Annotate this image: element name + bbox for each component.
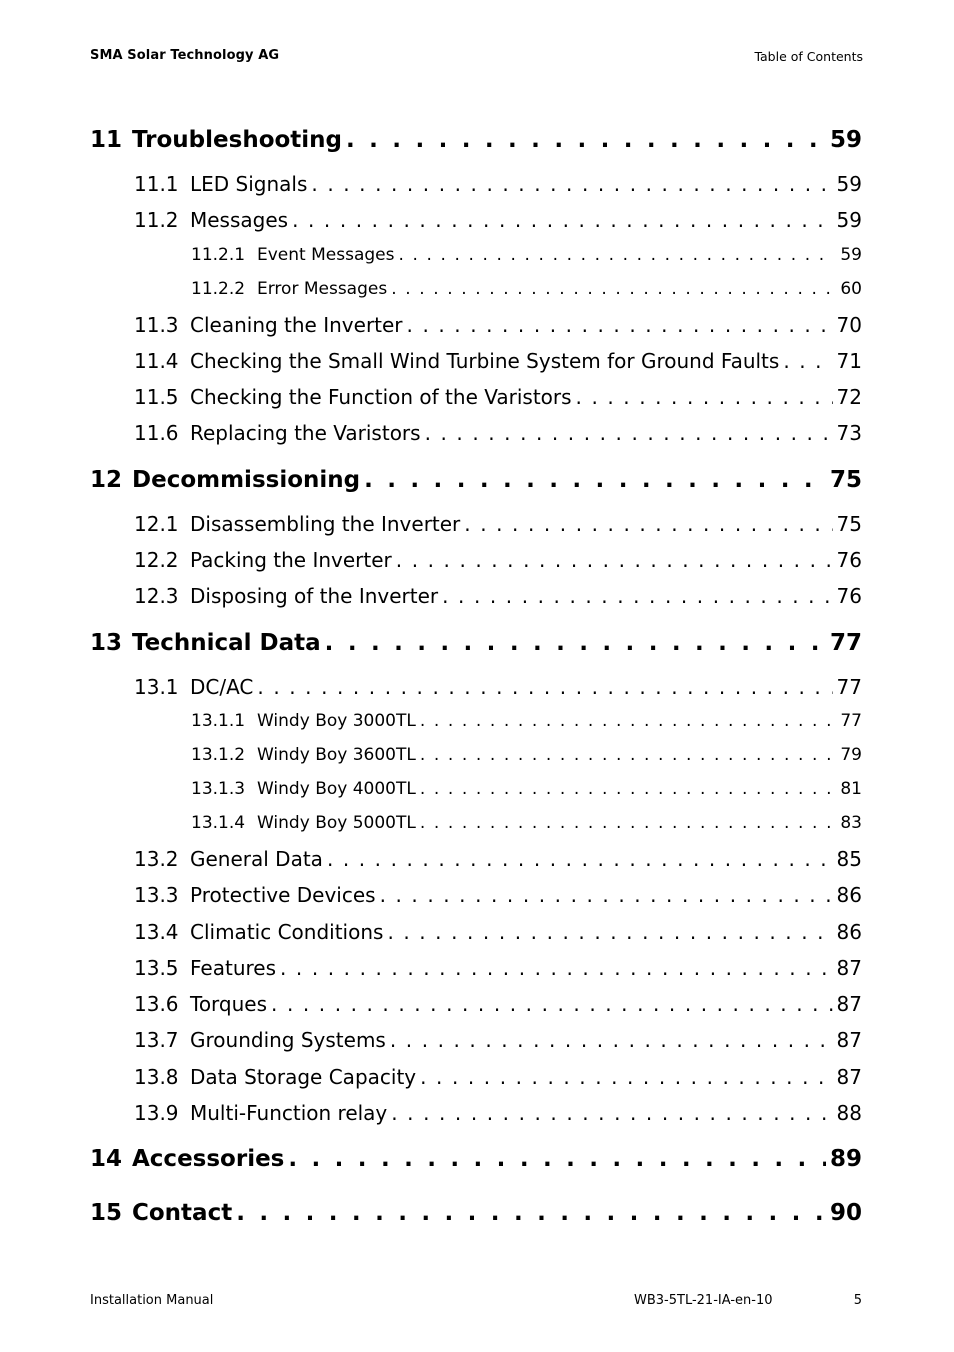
toc-entry-number: 11.2.2 bbox=[191, 278, 246, 299]
toc-dot-leader bbox=[364, 460, 826, 500]
toc-entry-title: Troubleshooting bbox=[132, 127, 343, 153]
toc-entry-page: 73 bbox=[836, 421, 862, 446]
toc-entry-number: 11.6 bbox=[134, 421, 179, 446]
toc-dot-leader bbox=[346, 120, 826, 160]
toc-entry-level-1[interactable] bbox=[90, 460, 862, 506]
toc-entry-number: 13.5 bbox=[134, 955, 179, 980]
toc-entry-title: Checking the Small Wind Turbine System for Ground Faults bbox=[190, 348, 780, 373]
footer-document-type: Installation Manual bbox=[90, 1293, 214, 1308]
toc-entry-title: Disassembling the Inverter bbox=[190, 511, 461, 536]
table-of-contents bbox=[90, 120, 862, 1239]
toc-entry-page: 77 bbox=[829, 629, 862, 656]
toc-dot-leader bbox=[398, 239, 830, 271]
toc-dot-leader bbox=[280, 950, 833, 986]
toc-dot-leader bbox=[783, 343, 832, 379]
toc-entry-page: 90 bbox=[829, 1200, 862, 1227]
toc-entry-level-1[interactable] bbox=[90, 120, 862, 166]
toc-entry-page: 71 bbox=[836, 348, 862, 373]
toc-entry-number: 13.9 bbox=[134, 1101, 179, 1126]
toc-entry-level-2[interactable] bbox=[90, 506, 862, 542]
toc-entry-title: Accessories bbox=[132, 1146, 285, 1173]
toc-entry-title: Checking the Function of the Varistors bbox=[190, 385, 572, 410]
toc-dot-leader bbox=[391, 1095, 832, 1131]
toc-entry-title: Contact bbox=[132, 1200, 233, 1227]
toc-entry-number: 13.7 bbox=[134, 1028, 179, 1053]
toc-entry-title: DC/AC bbox=[190, 674, 254, 699]
toc-entry-page: 70 bbox=[836, 312, 862, 337]
toc-entry-level-3[interactable] bbox=[90, 739, 862, 773]
toc-dot-leader bbox=[420, 1059, 832, 1095]
toc-entry-title: Torques bbox=[190, 992, 268, 1017]
toc-entry-level-2[interactable] bbox=[90, 578, 862, 614]
toc-entry-page: 81 bbox=[840, 778, 862, 799]
toc-entry-page: 87 bbox=[836, 992, 862, 1017]
toc-entry-title: Multi-Function relay bbox=[190, 1101, 388, 1126]
toc-entry-title: Replacing the Varistors bbox=[190, 421, 421, 446]
toc-dot-leader bbox=[391, 273, 830, 305]
toc-entry-number: 11.3 bbox=[134, 312, 179, 337]
toc-dot-leader bbox=[442, 578, 832, 614]
toc-entry-number: 13.1 bbox=[134, 674, 179, 699]
toc-entry-title: Windy Boy 5000TL bbox=[257, 812, 416, 833]
toc-entry-title: Protective Devices bbox=[190, 883, 376, 908]
toc-entry-title: Event Messages bbox=[257, 244, 395, 265]
toc-entry-title: Grounding Systems bbox=[190, 1028, 386, 1053]
toc-entry-level-2[interactable] bbox=[90, 1022, 862, 1058]
toc-dot-leader bbox=[387, 914, 832, 950]
toc-entry-title: LED Signals bbox=[190, 172, 308, 196]
toc-entry-title: Windy Boy 3600TL bbox=[257, 744, 416, 765]
toc-entry-page: 83 bbox=[840, 812, 862, 833]
toc-entry-level-1[interactable] bbox=[90, 1139, 862, 1185]
toc-entry-number: 13.2 bbox=[134, 846, 179, 871]
toc-entry-level-2[interactable] bbox=[90, 1059, 862, 1095]
toc-entry-page: 87 bbox=[836, 955, 862, 980]
toc-entry-number: 11.5 bbox=[134, 385, 179, 410]
toc-entry-page: 77 bbox=[840, 710, 862, 731]
toc-entry-page: 59 bbox=[840, 244, 862, 265]
footer-document-code: WB3-5TL-21-IA-en-10 bbox=[634, 1293, 773, 1308]
toc-entry-level-2[interactable] bbox=[90, 669, 862, 705]
toc-dot-leader bbox=[257, 669, 832, 705]
toc-dot-leader bbox=[396, 542, 833, 578]
toc-entry-title: Cleaning the Inverter bbox=[190, 312, 403, 337]
toc-dot-leader bbox=[425, 415, 833, 451]
toc-entry-level-3[interactable] bbox=[90, 807, 862, 841]
toc-entry-level-3[interactable] bbox=[90, 239, 862, 273]
toc-entry-number: 11.2 bbox=[134, 208, 179, 233]
toc-entry-number: 11.1 bbox=[134, 172, 179, 196]
toc-entry-page: 72 bbox=[836, 385, 862, 410]
toc-entry-title: Features bbox=[190, 955, 276, 980]
toc-dot-leader bbox=[292, 202, 832, 238]
toc-dot-leader bbox=[420, 807, 831, 839]
toc-entry-number: 11.4 bbox=[134, 348, 179, 373]
toc-entry-level-2[interactable] bbox=[90, 166, 862, 202]
toc-entry-number: 11 bbox=[90, 127, 123, 153]
toc-entry-number: 15 bbox=[90, 1200, 123, 1227]
toc-entry-page: 89 bbox=[829, 1146, 862, 1173]
toc-entry-number: 11.2.1 bbox=[191, 244, 246, 265]
toc-dot-leader bbox=[420, 773, 831, 805]
toc-entry-number: 13.3 bbox=[134, 883, 179, 908]
toc-entry-number: 13.1.4 bbox=[191, 812, 246, 833]
toc-entry-page: 77 bbox=[836, 674, 862, 699]
toc-entry-level-2[interactable] bbox=[90, 986, 862, 1022]
toc-entry-title: General Data bbox=[190, 846, 323, 871]
toc-entry-page: 60 bbox=[840, 278, 862, 299]
toc-entry-number: 13.1.2 bbox=[191, 744, 246, 765]
toc-entry-level-2[interactable] bbox=[90, 379, 862, 415]
toc-entry-number: 12.1 bbox=[134, 511, 179, 536]
toc-entry-number: 12 bbox=[90, 466, 123, 493]
toc-entry-level-2[interactable] bbox=[90, 542, 862, 578]
toc-dot-leader bbox=[288, 1139, 826, 1179]
toc-entry-level-2[interactable] bbox=[90, 950, 862, 986]
toc-entry-title: Decommissioning bbox=[132, 466, 361, 493]
toc-entry-level-2[interactable] bbox=[90, 1095, 862, 1131]
toc-dot-leader bbox=[325, 623, 826, 663]
toc-entry-title: Data Storage Capacity bbox=[190, 1064, 417, 1089]
toc-entry-title: Messages bbox=[190, 208, 289, 233]
toc-dot-leader bbox=[271, 986, 833, 1022]
toc-dot-leader bbox=[420, 739, 831, 771]
toc-entry-page: 88 bbox=[836, 1101, 862, 1126]
toc-entry-page: 59 bbox=[836, 208, 862, 233]
toc-entry-level-3[interactable] bbox=[90, 273, 862, 307]
toc-entry-level-2[interactable] bbox=[90, 202, 862, 238]
toc-entry-level-1[interactable] bbox=[90, 1193, 862, 1239]
toc-entry-level-2[interactable] bbox=[90, 343, 862, 379]
toc-entry-page: 75 bbox=[836, 511, 862, 536]
toc-entry-level-2[interactable] bbox=[90, 914, 862, 950]
header-section-title: Table of Contents bbox=[754, 49, 863, 64]
toc-entry-title: Windy Boy 3000TL bbox=[257, 710, 416, 731]
toc-entry-number: 12.2 bbox=[134, 548, 179, 573]
toc-entry-level-2[interactable] bbox=[90, 841, 862, 877]
toc-entry-level-2[interactable] bbox=[90, 307, 862, 343]
toc-dot-leader bbox=[380, 877, 833, 913]
toc-entry-number: 13.4 bbox=[134, 919, 179, 944]
toc-entry-page: 76 bbox=[836, 548, 862, 573]
toc-dot-leader bbox=[407, 307, 833, 343]
toc-entry-number: 13.6 bbox=[134, 992, 179, 1017]
toc-entry-number: 13.8 bbox=[134, 1064, 179, 1089]
toc-entry-title: Windy Boy 4000TL bbox=[257, 778, 416, 799]
toc-entry-level-2[interactable] bbox=[90, 877, 862, 913]
footer-page-number: 5 bbox=[853, 1293, 862, 1308]
toc-entry-level-3[interactable] bbox=[90, 705, 862, 739]
toc-entry-title: Climatic Conditions bbox=[190, 919, 384, 944]
toc-entry-title: Technical Data bbox=[132, 629, 321, 656]
toc-entry-number: 13.1.1 bbox=[191, 710, 246, 731]
toc-dot-leader bbox=[327, 841, 833, 877]
toc-entry-number: 14 bbox=[90, 1146, 123, 1173]
toc-dot-leader bbox=[236, 1193, 826, 1233]
toc-entry-page: 79 bbox=[840, 744, 862, 765]
toc-entry-page: 59 bbox=[829, 127, 862, 153]
toc-dot-leader bbox=[420, 705, 831, 737]
toc-entry-title: Disposing of the Inverter bbox=[190, 584, 439, 609]
toc-entry-level-3[interactable] bbox=[90, 773, 862, 807]
toc-entry-page: 87 bbox=[836, 1028, 862, 1053]
toc-entry-level-1[interactable] bbox=[90, 623, 862, 669]
toc-entry-page: 59 bbox=[836, 172, 862, 196]
toc-entry-number: 13.1.3 bbox=[191, 778, 246, 799]
toc-entry-number: 12.3 bbox=[134, 584, 179, 609]
toc-dot-leader bbox=[390, 1022, 833, 1058]
toc-dot-leader bbox=[311, 166, 832, 202]
toc-entry-page: 87 bbox=[836, 1064, 862, 1089]
toc-dot-leader bbox=[464, 506, 832, 542]
toc-entry-page: 76 bbox=[836, 584, 862, 609]
header-company: SMA Solar Technology AG bbox=[90, 48, 280, 63]
toc-entry-title: Error Messages bbox=[257, 278, 388, 299]
toc-entry-title: Packing the Inverter bbox=[190, 548, 392, 573]
toc-entry-page: 85 bbox=[836, 846, 862, 871]
toc-entry-page: 86 bbox=[836, 883, 862, 908]
toc-entry-number: 13 bbox=[90, 629, 123, 656]
toc-entry-level-2[interactable] bbox=[90, 415, 862, 451]
toc-dot-leader bbox=[576, 379, 833, 415]
toc-entry-page: 86 bbox=[836, 919, 862, 944]
toc-entry-page: 75 bbox=[829, 466, 862, 493]
